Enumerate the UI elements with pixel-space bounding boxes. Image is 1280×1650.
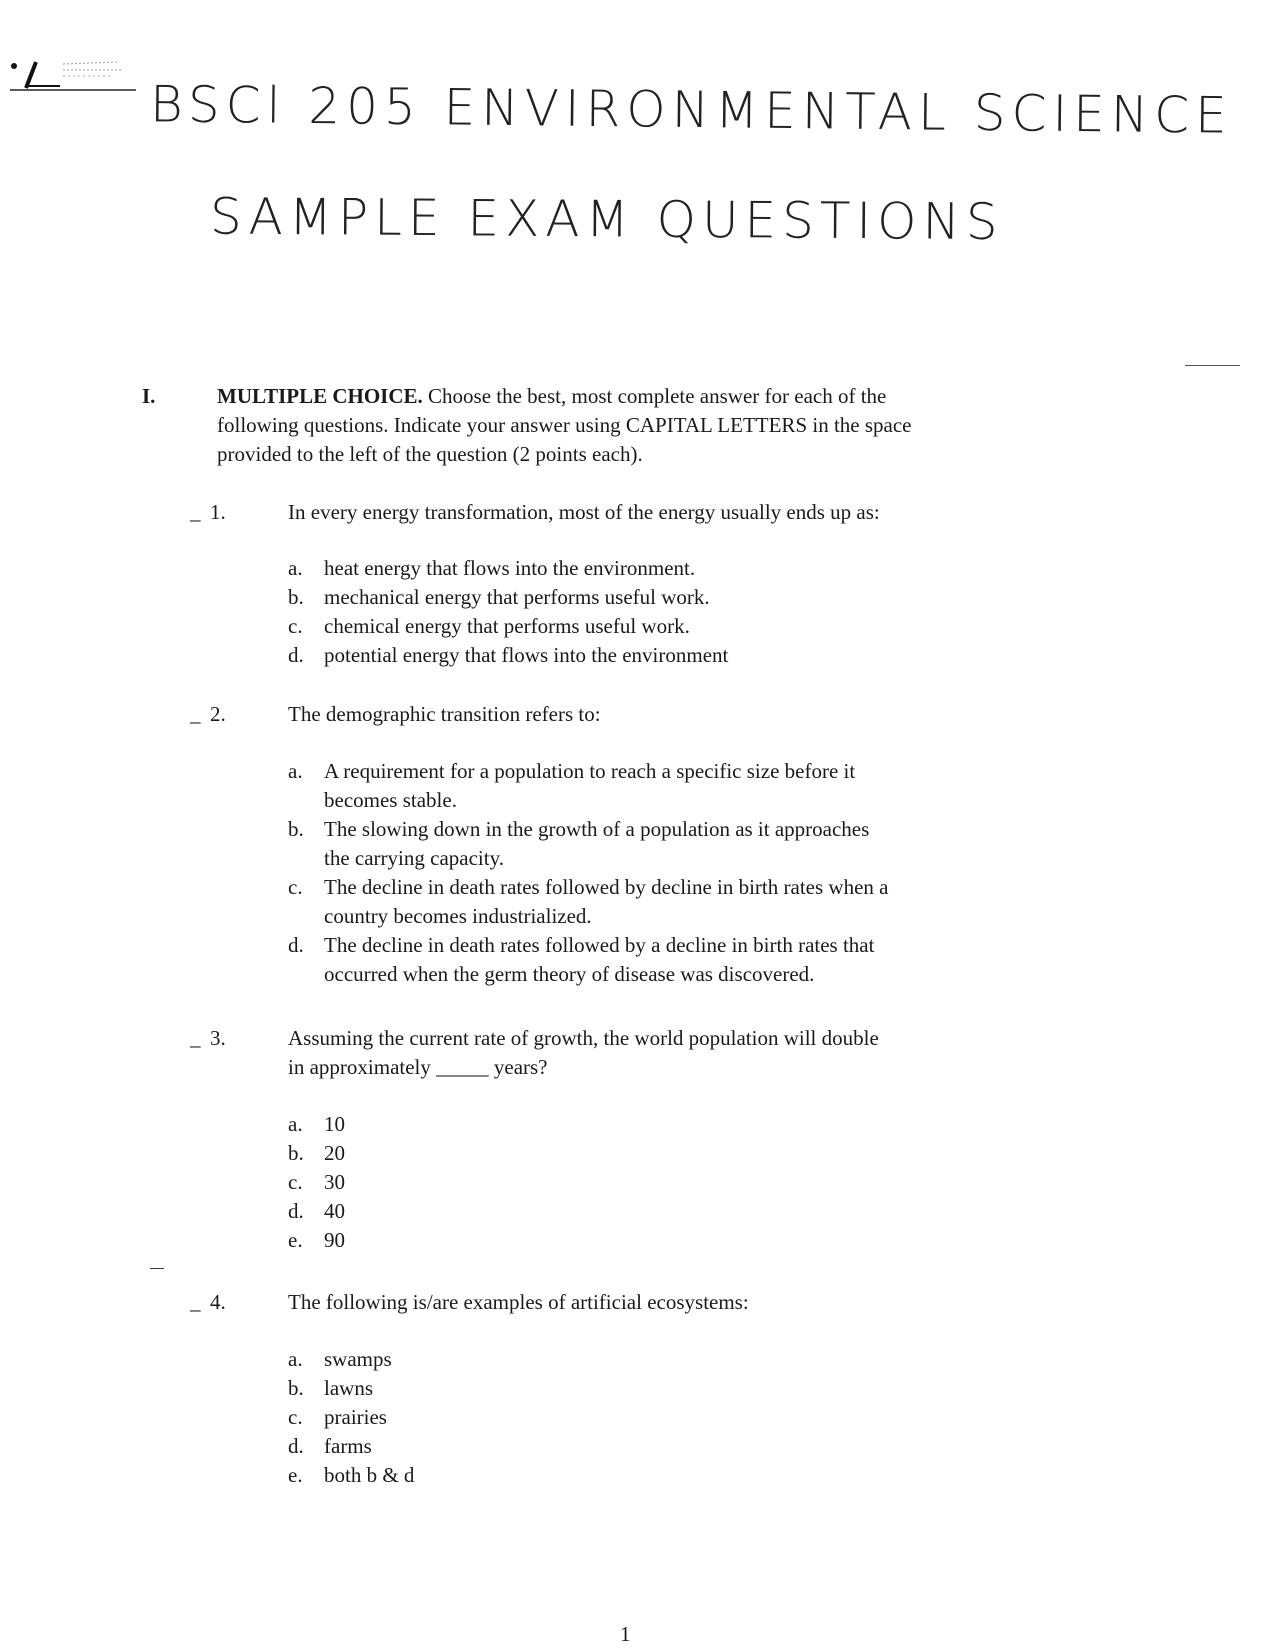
answer-blank[interactable]: _ — [190, 500, 201, 524]
answer-blank[interactable]: _ — [190, 1026, 201, 1050]
option-letter: b. — [288, 585, 304, 609]
options-list — [288, 1345, 988, 1490]
options-list — [288, 757, 988, 989]
question-text-line: in approximately _____ years? — [288, 1055, 548, 1079]
option-letter: b. — [288, 817, 304, 841]
option-text: mechanical energy that performs useful work. — [324, 585, 710, 609]
option — [288, 554, 988, 583]
option-letter: c. — [288, 614, 303, 638]
question-text-line: The following is/are examples of artificial ecosystems: — [288, 1290, 749, 1314]
document-title: BSCl 205 ENVIRONMENTAL SCIENCE — [149, 75, 1233, 145]
option-letter: e. — [288, 1228, 303, 1252]
question-text — [288, 1288, 988, 1317]
question-text — [288, 1024, 988, 1082]
question-text-line: The demographic transition refers to: — [288, 702, 601, 726]
option — [288, 1197, 988, 1226]
option-letter: a. — [288, 1347, 303, 1371]
option — [288, 1139, 988, 1168]
option-text: both b & d — [324, 1463, 415, 1487]
instructions-line-1: Choose the best, most complete answer for each of the — [422, 384, 887, 408]
option-letter: e. — [288, 1463, 303, 1487]
option — [288, 873, 988, 931]
option-text: lawns — [324, 1376, 373, 1400]
section-instructions — [217, 382, 1077, 469]
instructions-line-3: provided to the left of the question (2 points each). — [217, 442, 643, 466]
scan-artifact-mark — [8, 48, 138, 98]
option — [288, 757, 988, 815]
option — [288, 1168, 988, 1197]
question-text-line: In every energy transformation, most of the energy usually ends up as: — [288, 500, 880, 524]
question-text — [288, 700, 988, 729]
option-text: The decline in death rates followed by a decline in birth rates that — [324, 933, 875, 957]
option — [288, 815, 988, 873]
option-text: 10 — [324, 1112, 345, 1136]
option-text: A requirement for a population to reach a specific size before it — [324, 759, 856, 783]
option — [288, 583, 988, 612]
option-text: 20 — [324, 1141, 345, 1165]
option — [288, 1110, 988, 1139]
margin-rule — [1185, 365, 1240, 366]
option-text: The decline in death rates followed by decline in birth rates when a — [324, 875, 889, 899]
question-text-line: Assuming the current rate of growth, the world population will double — [288, 1026, 879, 1050]
option-letter: d. — [288, 1434, 304, 1458]
option-text: swamps — [324, 1347, 392, 1371]
option-letter: a. — [288, 556, 303, 580]
section-numeral: I. — [142, 384, 156, 408]
options-list — [288, 554, 988, 670]
section-heading: MULTIPLE CHOICE. — [217, 384, 423, 408]
document-subtitle: SAMPLE EXAM QUESTIONS — [209, 187, 1004, 252]
option-text: the carrying capacity. — [324, 846, 504, 870]
option-text: potential energy that flows into the environment — [324, 643, 729, 667]
option-letter: b. — [288, 1141, 304, 1165]
option-letter: d. — [288, 933, 304, 957]
option-text: farms — [324, 1434, 372, 1458]
option-text: 30 — [324, 1170, 345, 1194]
question-number: 2. — [210, 702, 226, 726]
answer-blank[interactable]: _ — [190, 1290, 201, 1314]
option-text: country becomes industrialized. — [324, 904, 592, 928]
option-letter: c. — [288, 1405, 303, 1429]
option-text: 90 — [324, 1228, 345, 1252]
stray-mark — [150, 1268, 164, 1269]
question-number: 1. — [210, 500, 226, 524]
option-text: The slowing down in the growth of a population as it approaches — [324, 817, 870, 841]
option — [288, 1403, 988, 1432]
question-number: 4. — [210, 1290, 226, 1314]
option — [288, 1345, 988, 1374]
option — [288, 612, 988, 641]
option-text: occurred when the germ theory of disease was discovered. — [324, 962, 815, 986]
options-list — [288, 1110, 988, 1255]
option-letter: d. — [288, 1199, 304, 1223]
option — [288, 1226, 988, 1255]
option — [288, 931, 988, 989]
option — [288, 1374, 988, 1403]
page-number: 1 — [620, 1622, 631, 1646]
option-letter: c. — [288, 1170, 303, 1194]
option — [288, 1461, 988, 1490]
instructions-line-2: following questions. Indicate your answer using CAPITAL LETTERS in the space — [217, 413, 912, 437]
option-letter: c. — [288, 875, 303, 899]
option-text: chemical energy that performs useful work. — [324, 614, 690, 638]
option-text: prairies — [324, 1405, 387, 1429]
option-letter: a. — [288, 1112, 303, 1136]
option-letter: a. — [288, 759, 303, 783]
option-text: becomes stable. — [324, 788, 457, 812]
option — [288, 1432, 988, 1461]
option — [288, 641, 988, 670]
option-text: heat energy that flows into the environment. — [324, 556, 696, 580]
answer-blank[interactable]: _ — [190, 702, 201, 726]
option-letter: b. — [288, 1376, 304, 1400]
question-number: 3. — [210, 1026, 226, 1050]
question-text — [288, 498, 988, 527]
option-text: 40 — [324, 1199, 345, 1223]
option-letter: d. — [288, 643, 304, 667]
